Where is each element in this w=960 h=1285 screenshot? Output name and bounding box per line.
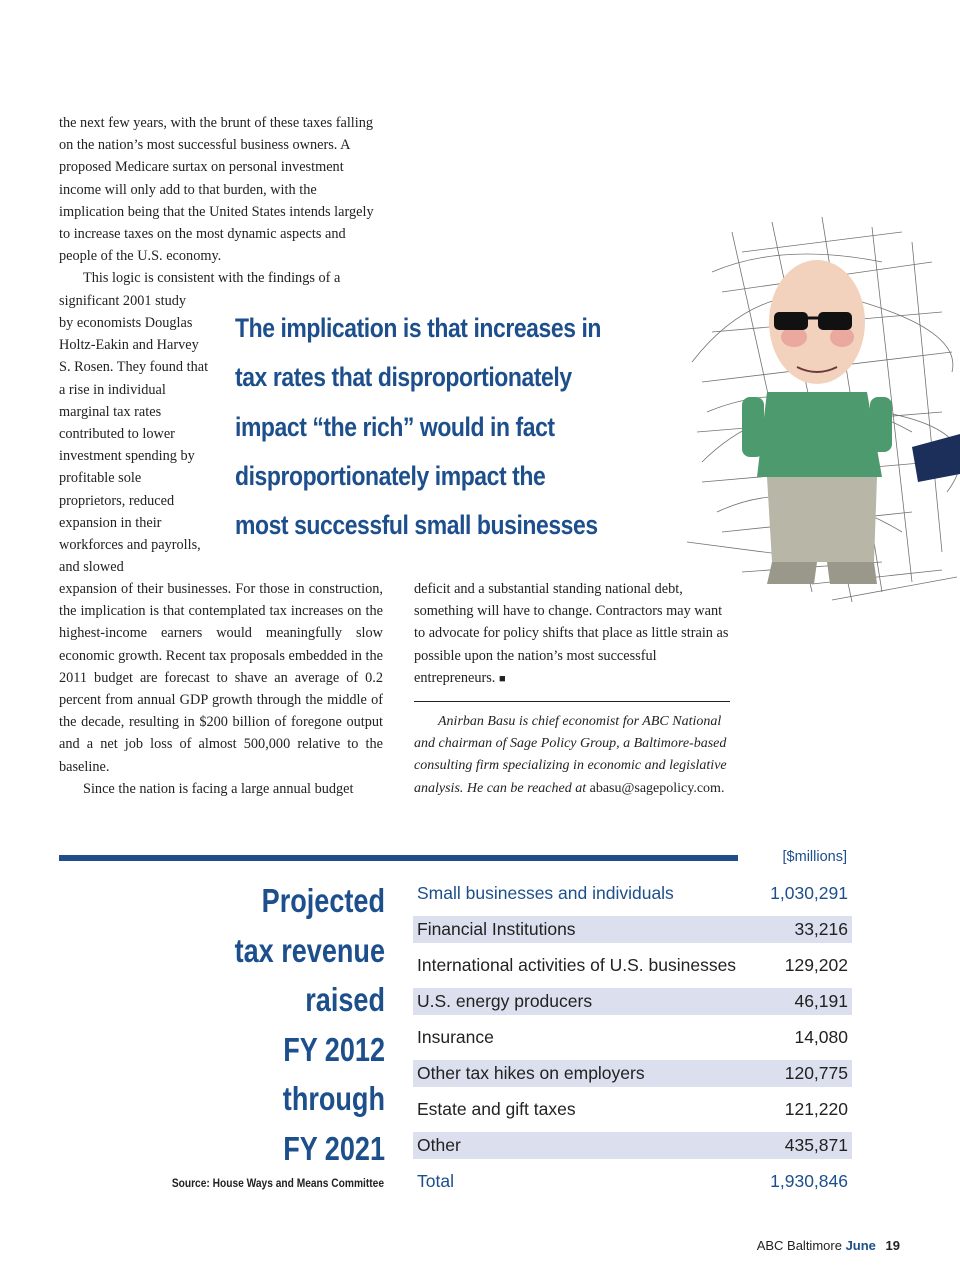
author-email: abasu@sagepolicy.com. [589, 780, 725, 796]
table-row [413, 952, 852, 979]
row-label: International activities of U.S. businesses [417, 955, 737, 975]
table-row [413, 1024, 852, 1051]
source-note: Source: House Ways and Means Committee [171, 1176, 384, 1190]
table-row [413, 1132, 852, 1159]
units-label: [$millions] [782, 849, 847, 865]
row-label: Other tax hikes on employers [417, 1063, 645, 1083]
table-title-line: FY 2021 [283, 1129, 385, 1167]
row-label: Other [417, 1135, 461, 1155]
pull-quote-line: impact “the rich” would in fact [235, 411, 555, 442]
article-column-1-top [59, 112, 381, 312]
table-title-line: raised [305, 981, 385, 1019]
pull-quote-line: tax rates that disproportionately [235, 362, 572, 393]
total-label: Total [417, 1171, 454, 1191]
author-bio-text: Anirban Basu is chief economist for ABC National and chairman of Sage Policy Group, a Baltimore-based consulting firm specializing in economic and legislative analysis. He can be reached at [414, 714, 727, 796]
total-value: 1,930,846 [770, 1171, 848, 1191]
row-value: 120,775 [784, 1063, 848, 1083]
table-row [413, 916, 852, 943]
row-label: Small businesses and individuals [417, 883, 674, 903]
row-value: 46,191 [794, 991, 848, 1011]
table-title-line: FY 2012 [283, 1030, 385, 1068]
author-bio [414, 711, 730, 800]
pull-quote-line: disproportionately impact the [235, 460, 546, 491]
page-number: 19 [885, 1238, 900, 1253]
bio-divider [414, 701, 730, 702]
table-row [413, 988, 852, 1015]
row-value: 435,871 [784, 1135, 848, 1155]
paragraph: the next few years, with the brunt of these taxes falling on the nation’s most successful business owners. A proposed Medicare surtax on personal investment income will only add to that burden, with the implication being that the United States intends largely to increase taxes on the most dynamic aspects and people of the U.S. economy. [59, 115, 374, 265]
issue-month: June [845, 1238, 876, 1253]
row-label: U.S. energy producers [417, 991, 593, 1011]
article-column-1-bottom [59, 578, 383, 800]
table-row [413, 1096, 852, 1123]
row-value: 33,216 [794, 919, 848, 939]
row-value: 129,202 [784, 955, 848, 975]
article-column-1-narrow [59, 312, 209, 578]
row-value: 14,080 [794, 1027, 848, 1047]
row-label: Financial Institutions [417, 919, 576, 939]
caricature-illustration [682, 212, 960, 604]
table-row [413, 880, 852, 907]
paragraph: This logic is consistent with the findings of a significant 2001 study [59, 270, 341, 309]
table-title [100, 876, 385, 1174]
paragraph: by economists Douglas Holtz-Eakin and Harvey S. Rosen. They found that a rise in individual marginal tax rates contributed to lower investment spending by profitable sole proprietors, reduced expansion in their workforces and payrolls, and slowed [59, 315, 209, 576]
pull-quote-line: most successful small businesses [235, 510, 598, 541]
paragraph-text: deficit and a substantial standing national debt, something will have to change. Contractors may want to advocate for policy shifts that place as little strain as possible upon the nation’s most successful entrepreneurs. [414, 581, 729, 686]
pull-quote-line: The implication is that increases in [235, 313, 602, 343]
end-mark-icon: ■ [498, 672, 506, 685]
publication-name: ABC Baltimore [756, 1238, 842, 1253]
row-value: 1,030,291 [770, 883, 848, 903]
table-title-line: Projected [261, 882, 385, 919]
chart-top-rule [59, 855, 738, 861]
table-title-line: through [282, 1080, 385, 1118]
paragraph: expansion of their businesses. For those in construction, the implication is that contemplated tax increases on the highest-income earners would meaningfully slow economic growth. Recent tax proposals embedded in the 2011 budget are forecast to shave an average of 0.2 percent from annual GDP growth through the middle of the decade, resulting in $200 billion of foregone output and a net job loss of almost 500,000 relative to the baseline. [59, 581, 383, 775]
table-row [413, 1060, 852, 1087]
pull-quote [235, 304, 666, 550]
row-label: Estate and gift taxes [417, 1099, 576, 1119]
paragraph: Since the nation is facing a large annual budget [83, 780, 354, 797]
table-title-line: tax revenue [234, 931, 385, 969]
row-label: Insurance [417, 1027, 494, 1047]
page-footer [757, 1238, 900, 1253]
row-value: 121,220 [784, 1099, 848, 1119]
table-total-row [413, 1168, 852, 1195]
